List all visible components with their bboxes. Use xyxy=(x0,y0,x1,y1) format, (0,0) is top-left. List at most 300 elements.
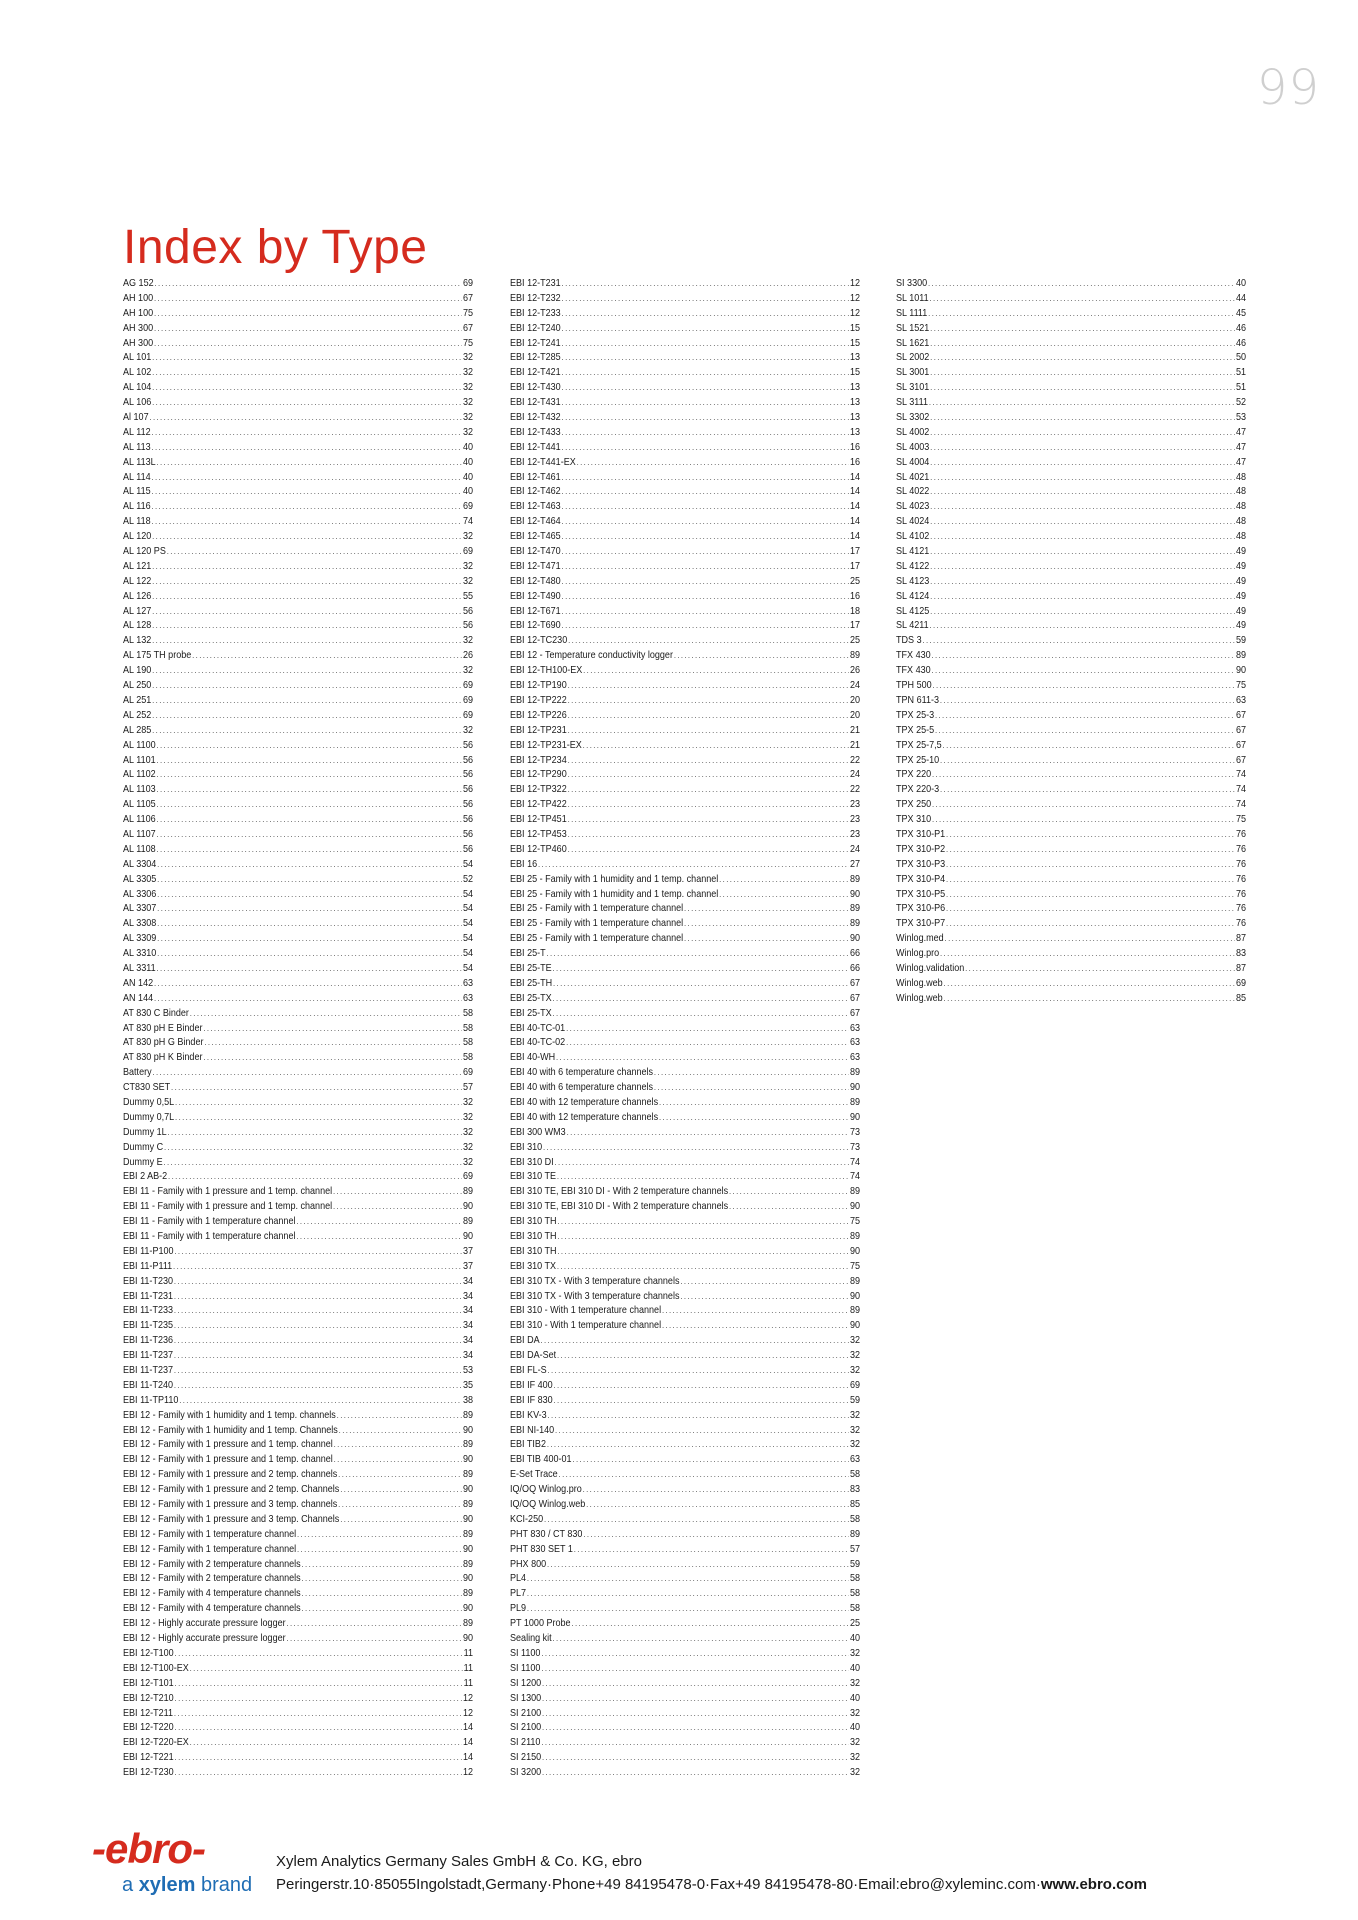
entry-type: EBI 25-T xyxy=(510,947,546,960)
entry-type: EBI 310 TE xyxy=(510,1170,557,1183)
entry-page: 56 xyxy=(462,798,474,811)
entry-type: EBI 310 TH xyxy=(510,1215,557,1228)
entry-page: 63 xyxy=(462,976,474,989)
leader-dots xyxy=(157,872,462,887)
entry-type: SL 3111 xyxy=(896,396,928,409)
entry-page: 47 xyxy=(1235,440,1247,453)
entry-page: 14 xyxy=(849,515,861,528)
entry-type: EBI 12-T220-EX xyxy=(123,1736,189,1749)
entry-type: SL 3001 xyxy=(896,366,930,379)
entry-page: 89 xyxy=(462,1617,474,1630)
index-entry xyxy=(123,410,473,425)
index-entry xyxy=(510,350,860,365)
leader-dots xyxy=(338,1467,462,1482)
leader-dots xyxy=(557,1259,849,1274)
entry-type: EBI DA xyxy=(510,1334,540,1347)
leader-dots xyxy=(152,604,462,619)
entry-type: EBI 12-T231 xyxy=(510,277,561,289)
entry-type: SL 4125 xyxy=(896,604,930,617)
leader-dots xyxy=(156,738,462,753)
entry-type: EBI 12-TP422 xyxy=(510,798,567,811)
leader-dots xyxy=(192,648,462,663)
entry-type: EBI 12-T671 xyxy=(510,604,561,617)
index-entry xyxy=(123,440,473,455)
logo-wordmark: -ebro- xyxy=(92,1825,205,1872)
index-entry xyxy=(510,1571,860,1586)
index-entry xyxy=(896,797,1246,812)
index-entry xyxy=(896,782,1246,797)
entry-type: EBI 12-T471 xyxy=(510,559,561,572)
entry-type: EBI 12 - Family with 1 pressure and 3 temp. channels xyxy=(123,1498,338,1511)
entry-page: 67 xyxy=(849,1006,861,1019)
entry-page: 11 xyxy=(463,1646,474,1659)
index-entry xyxy=(510,946,860,961)
entry-type: EBI 12-TP226 xyxy=(510,708,567,721)
entry-type: SL 1011 xyxy=(896,291,929,304)
entry-page: 34 xyxy=(462,1304,474,1317)
entry-page: 21 xyxy=(849,723,861,736)
index-entry xyxy=(896,291,1246,306)
index-entry xyxy=(510,1348,860,1363)
index-entry xyxy=(510,1497,860,1512)
leader-dots xyxy=(553,991,850,1006)
index-entry xyxy=(123,395,473,410)
entry-type: SL 4021 xyxy=(896,470,930,483)
entry-page: 56 xyxy=(462,768,474,781)
index-entry xyxy=(123,1065,473,1080)
entry-page: 15 xyxy=(849,366,861,379)
leader-dots xyxy=(175,1750,463,1765)
index-entry xyxy=(123,1735,473,1750)
entry-page: 89 xyxy=(849,1527,861,1540)
entry-page: 90 xyxy=(462,1542,474,1555)
entry-page: 12 xyxy=(462,1766,474,1779)
leader-dots xyxy=(154,991,462,1006)
entry-type: AH 300 xyxy=(123,336,154,349)
entry-type: AT 830 pH K Binder xyxy=(123,1051,203,1064)
leader-dots xyxy=(174,1318,462,1333)
leader-dots xyxy=(543,1140,849,1155)
entry-type: EBI 12-T240 xyxy=(510,321,561,334)
entry-page: 69 xyxy=(462,693,474,706)
leader-dots xyxy=(659,1110,849,1125)
logo-tagline-suffix: brand xyxy=(195,1874,253,1896)
entry-page: 40 xyxy=(849,1691,861,1704)
entry-type: SL 4024 xyxy=(896,515,930,528)
entry-type: EBI 25 - Family with 1 humidity and 1 temp. channel xyxy=(510,887,719,900)
index-entry xyxy=(123,321,473,336)
entry-page: 52 xyxy=(462,872,474,885)
entry-type: TPX 25-10 xyxy=(896,753,940,766)
index-entry xyxy=(123,1214,473,1229)
entry-type: SL 4102 xyxy=(896,530,930,543)
index-entry xyxy=(123,1571,473,1586)
entry-page: 53 xyxy=(1235,411,1247,424)
leader-dots xyxy=(562,395,850,410)
entry-type: EBI 12-TC230 xyxy=(510,634,568,647)
entry-type: EBI 40 with 12 temperature channels xyxy=(510,1095,659,1108)
leader-dots xyxy=(562,499,850,514)
index-entry xyxy=(510,1676,860,1691)
index-entry xyxy=(510,782,860,797)
entry-page: 75 xyxy=(849,1215,861,1228)
index-entry xyxy=(510,276,860,291)
leader-dots xyxy=(684,901,849,916)
index-entry xyxy=(510,425,860,440)
entry-type: PHT 830 SET 1 xyxy=(510,1542,573,1555)
index-entry xyxy=(510,544,860,559)
index-entry xyxy=(510,797,860,812)
leader-dots xyxy=(302,1571,463,1586)
entry-type: EBI 12 - Family with 1 temperature channel xyxy=(123,1542,297,1555)
index-entry xyxy=(123,1691,473,1706)
entry-page: 32 xyxy=(462,634,474,647)
entry-type: EBI 40-TC-02 xyxy=(510,1036,566,1049)
entry-page: 22 xyxy=(849,783,861,796)
entry-page: 32 xyxy=(849,1676,861,1689)
index-entry xyxy=(123,976,473,991)
index-entry xyxy=(123,1423,473,1438)
index-entry xyxy=(896,723,1246,738)
leader-dots xyxy=(662,1303,849,1318)
entry-type: TPH 500 xyxy=(896,679,932,692)
entry-type: EBI 40-WH xyxy=(510,1051,556,1064)
index-entry xyxy=(896,827,1246,842)
entry-type: EBI 11-T236 xyxy=(123,1334,174,1347)
leader-dots xyxy=(930,589,1235,604)
entry-type: AL 190 xyxy=(123,664,152,677)
entry-type: AL 1105 xyxy=(123,798,156,811)
leader-dots xyxy=(174,1244,462,1259)
entry-type: SL 4211 xyxy=(896,619,929,632)
index-entry xyxy=(510,1214,860,1229)
entry-type: TPX 220 xyxy=(896,768,932,781)
entry-type: AL 1107 xyxy=(123,827,156,840)
entry-page: 69 xyxy=(462,500,474,513)
leader-dots xyxy=(154,976,462,991)
entry-type: TPX 310-P4 xyxy=(896,872,946,885)
entry-type: EBI 12-T432 xyxy=(510,411,561,424)
leader-dots xyxy=(557,1244,849,1259)
index-entry xyxy=(123,544,473,559)
index-entry xyxy=(123,1006,473,1021)
entry-type: AG 152 xyxy=(123,277,154,289)
leader-dots xyxy=(175,1720,463,1735)
entry-type: EBI 12-T433 xyxy=(510,425,561,438)
entry-page: 76 xyxy=(1235,902,1247,915)
leader-dots xyxy=(168,1169,462,1184)
leader-dots xyxy=(729,1199,849,1214)
index-entry xyxy=(123,1155,473,1170)
index-entry xyxy=(123,1289,473,1304)
entry-type: AH 100 xyxy=(123,291,154,304)
entry-type: AL 113 xyxy=(123,440,151,453)
index-column-2 xyxy=(510,276,860,1780)
index-entry xyxy=(510,723,860,738)
entry-type: EBI 12-T285 xyxy=(510,351,561,364)
entry-page: 89 xyxy=(849,1066,861,1079)
index-entry xyxy=(510,991,860,1006)
leader-dots xyxy=(546,946,849,961)
leader-dots xyxy=(538,857,849,872)
entry-type: IQ/OQ Winlog.pro xyxy=(510,1483,582,1496)
entry-type: SI 1100 xyxy=(510,1661,541,1674)
entry-type: AL 285 xyxy=(123,723,152,736)
leader-dots xyxy=(156,842,462,857)
leader-dots xyxy=(928,306,1235,321)
leader-dots xyxy=(542,1750,849,1765)
index-entry xyxy=(896,618,1246,633)
entry-page: 49 xyxy=(1235,589,1247,602)
leader-dots xyxy=(568,767,850,782)
leader-dots xyxy=(175,1095,462,1110)
entry-page: 32 xyxy=(849,1706,861,1719)
entry-type: EBI 25 - Family with 1 temperature channel xyxy=(510,902,684,915)
entry-type: EBI 40 with 12 temperature channels xyxy=(510,1110,659,1123)
index-entry xyxy=(510,1616,860,1631)
entry-type: AL 1102 xyxy=(123,768,156,781)
index-column-3 xyxy=(896,276,1246,1006)
entry-page: 63 xyxy=(849,1453,861,1466)
leader-dots xyxy=(940,753,1235,768)
index-entry xyxy=(896,738,1246,753)
index-entry xyxy=(123,276,473,291)
index-entry xyxy=(510,1601,860,1616)
entry-page: 85 xyxy=(1235,991,1247,1004)
index-entry xyxy=(510,1631,860,1646)
entry-type: KCI-250 xyxy=(510,1512,544,1525)
leader-dots xyxy=(174,1333,462,1348)
index-entry xyxy=(123,678,473,693)
entry-page: 69 xyxy=(462,545,474,558)
index-entry xyxy=(123,1229,473,1244)
entry-page: 66 xyxy=(849,961,861,974)
ebro-logo xyxy=(92,1826,272,1896)
entry-type: Dummy 0,5L xyxy=(123,1095,175,1108)
entry-type: EBI 11 - Family with 1 temperature channel xyxy=(123,1215,296,1228)
index-entry xyxy=(510,395,860,410)
index-entry xyxy=(896,857,1246,872)
logo-tagline xyxy=(122,1874,252,1896)
leader-dots xyxy=(297,1527,462,1542)
index-entry xyxy=(510,1452,860,1467)
leader-dots xyxy=(940,693,1235,708)
entry-type: EBI 12-TP231 xyxy=(510,723,567,736)
leader-dots xyxy=(586,1497,849,1512)
entry-page: 48 xyxy=(1235,500,1247,513)
index-entry xyxy=(123,306,473,321)
index-entry xyxy=(510,1006,860,1021)
entry-page: 69 xyxy=(849,1378,861,1391)
entry-type: EBI 12-T441 xyxy=(510,440,561,453)
index-entry xyxy=(510,1661,860,1676)
entry-page: 32 xyxy=(462,366,474,379)
entry-type: SL 4123 xyxy=(896,574,930,587)
entry-page: 75 xyxy=(1235,813,1247,826)
entry-type: SI 1300 xyxy=(510,1691,542,1704)
index-entry xyxy=(896,455,1246,470)
entry-type: AL 115 xyxy=(123,485,151,498)
entry-page: 69 xyxy=(462,277,474,289)
leader-dots xyxy=(562,470,850,485)
entry-type: EBI 310 - With 1 temperature channel xyxy=(510,1304,662,1317)
entry-type: TFX 430 xyxy=(896,649,931,662)
index-entry xyxy=(510,380,860,395)
entry-page: 55 xyxy=(462,589,474,602)
entry-page: 89 xyxy=(849,1095,861,1108)
index-entry xyxy=(123,738,473,753)
entry-type: TPX 310-P6 xyxy=(896,902,946,915)
leader-dots xyxy=(553,1006,850,1021)
entry-type: EBI KV-3 xyxy=(510,1408,547,1421)
leader-dots xyxy=(338,1497,462,1512)
leader-dots xyxy=(574,1542,849,1557)
index-entry xyxy=(510,1512,860,1527)
entry-type: EBI 40-TC-01 xyxy=(510,1021,566,1034)
leader-dots xyxy=(719,887,849,902)
index-entry xyxy=(896,976,1246,991)
leader-dots xyxy=(930,425,1235,440)
index-entry xyxy=(510,1318,860,1333)
leader-dots xyxy=(684,916,849,931)
entry-type: EBI 12 - Family with 1 pressure and 3 temp. Channels xyxy=(123,1512,340,1525)
leader-dots xyxy=(562,350,850,365)
entry-page: 40 xyxy=(462,455,474,468)
index-entry xyxy=(123,1169,473,1184)
entry-type: EBI 11-T240 xyxy=(123,1378,174,1391)
entry-page: 40 xyxy=(462,440,474,453)
leader-dots xyxy=(571,1616,849,1631)
entry-type: SL 4022 xyxy=(896,485,930,498)
entry-type: AL 114 xyxy=(123,470,151,483)
footer-website-link[interactable]: www.ebro.com xyxy=(1040,1876,1147,1893)
entry-page: 89 xyxy=(462,1408,474,1421)
index-entry xyxy=(510,1720,860,1735)
leader-dots xyxy=(542,1676,849,1691)
entry-type: EBI 12 - Temperature conductivity logger xyxy=(510,649,673,662)
index-entry xyxy=(896,425,1246,440)
entry-type: AL 102 xyxy=(123,366,152,379)
entry-type: AL 1100 xyxy=(123,738,156,751)
leader-dots xyxy=(562,589,850,604)
entry-type: EBI 12 - Highly accurate pressure logger xyxy=(123,1632,286,1645)
entry-type: EBI 310 TE, EBI 310 DI - With 2 temperature channels xyxy=(510,1185,729,1198)
leader-dots xyxy=(553,1631,850,1646)
entry-type: IQ/OQ Winlog.web xyxy=(510,1498,586,1511)
leader-dots xyxy=(567,1125,850,1140)
index-entry xyxy=(510,1244,860,1259)
entry-type: PT 1000 Probe xyxy=(510,1617,571,1630)
index-entry xyxy=(510,887,860,902)
entry-type: SL 1621 xyxy=(896,336,930,349)
index-entry xyxy=(123,693,473,708)
leader-dots xyxy=(930,380,1235,395)
index-entry xyxy=(896,693,1246,708)
leader-dots xyxy=(583,663,849,678)
index-entry xyxy=(896,604,1246,619)
entry-type: Winlog.web xyxy=(896,976,943,989)
entry-page: 32 xyxy=(462,723,474,736)
entry-page: 12 xyxy=(849,291,861,304)
entry-type: TPX 310-P1 xyxy=(896,827,946,840)
index-entry xyxy=(510,321,860,336)
leader-dots xyxy=(156,767,462,782)
index-entry xyxy=(123,961,473,976)
index-entry xyxy=(123,559,473,574)
entry-page: 74 xyxy=(849,1155,861,1168)
entry-page: 20 xyxy=(849,708,861,721)
leader-dots xyxy=(930,529,1235,544)
entry-page: 89 xyxy=(849,1274,861,1287)
entry-type: AL 252 xyxy=(123,708,152,721)
index-entry xyxy=(123,1452,473,1467)
entry-page: 59 xyxy=(1235,634,1247,647)
leader-dots xyxy=(557,1214,849,1229)
entry-page: 12 xyxy=(849,306,861,319)
entry-page: 57 xyxy=(849,1542,861,1555)
entry-page: 32 xyxy=(849,1408,861,1421)
entry-page: 89 xyxy=(849,902,861,915)
leader-dots xyxy=(340,1512,462,1527)
entry-page: 24 xyxy=(849,842,861,855)
entry-type: EBI 310 DI xyxy=(510,1155,554,1168)
entry-page: 32 xyxy=(462,425,474,438)
leader-dots xyxy=(174,1274,462,1289)
entry-page: 20 xyxy=(849,693,861,706)
entry-page: 67 xyxy=(1235,753,1247,766)
entry-type: PHX 800 xyxy=(510,1557,547,1570)
entry-type: EBI 12 - Family with 1 humidity and 1 temp. Channels xyxy=(123,1423,338,1436)
entry-type: EBI 12-T465 xyxy=(510,530,561,543)
entry-page: 32 xyxy=(849,1423,861,1436)
entry-page: 90 xyxy=(462,1453,474,1466)
entry-page: 24 xyxy=(849,679,861,692)
leader-dots xyxy=(930,321,1235,336)
entry-page: 40 xyxy=(462,485,474,498)
entry-page: 90 xyxy=(462,1230,474,1242)
index-entry xyxy=(510,1021,860,1036)
entry-page: 54 xyxy=(462,887,474,900)
leader-dots xyxy=(568,723,850,738)
leader-dots xyxy=(654,1080,849,1095)
leader-dots xyxy=(286,1616,462,1631)
footer-address xyxy=(276,1876,1147,1893)
entry-type: Dummy C xyxy=(123,1140,164,1153)
entry-page: 34 xyxy=(462,1289,474,1302)
index-entry xyxy=(123,380,473,395)
entry-page: 66 xyxy=(849,947,861,960)
entry-type: EBI 12-T470 xyxy=(510,545,561,558)
entry-type: EBI 12-TP460 xyxy=(510,842,567,855)
index-entry xyxy=(896,842,1246,857)
index-entry xyxy=(510,1184,860,1199)
index-entry xyxy=(123,946,473,961)
index-entry xyxy=(123,1720,473,1735)
entry-type: EBI 11-P100 xyxy=(123,1244,174,1257)
entry-type: EBI 25-TH xyxy=(510,976,553,989)
index-entry xyxy=(510,1229,860,1244)
entry-type: EBI 25 - Family with 1 humidity and 1 temp. channel xyxy=(510,872,719,885)
entry-type: EBI 25 - Family with 1 temperature channel xyxy=(510,917,684,930)
leader-dots xyxy=(541,1646,849,1661)
entry-type: EBI 12-T210 xyxy=(123,1691,174,1704)
leader-dots xyxy=(333,1184,462,1199)
leader-dots xyxy=(547,1437,849,1452)
entry-type: AL 251 xyxy=(123,693,152,706)
leader-dots xyxy=(930,559,1235,574)
entry-type: EBI 12-T431 xyxy=(510,396,561,409)
entry-page: 89 xyxy=(462,1527,474,1540)
